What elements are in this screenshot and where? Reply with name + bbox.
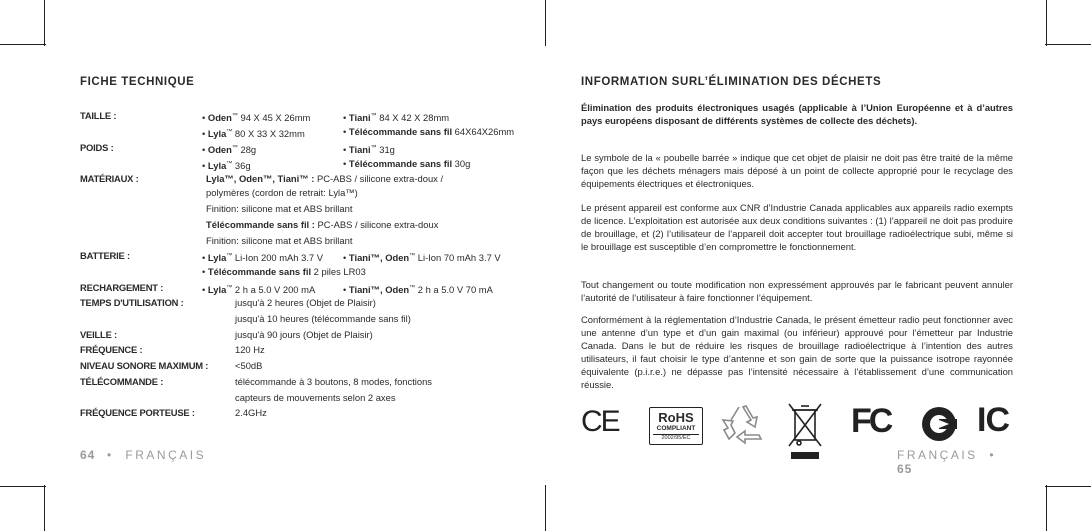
spec-value: capteurs de mouvements selon 2 axes bbox=[235, 392, 396, 403]
spec-value: • Tiani™, Oden™ 2 h a 5.0 V 70 mA bbox=[343, 284, 493, 296]
crop-mark bbox=[1046, 0, 1047, 46]
spec-value: • Télécommande sans fil 64X64X26mm bbox=[343, 126, 515, 137]
crop-mark bbox=[44, 485, 45, 531]
materials-line: polymères (cordon de retrait: Lyla™) bbox=[206, 187, 358, 198]
materials-line: Finition: silicone mat et ABS brillant bbox=[206, 235, 353, 246]
spec-value: • Télécommande sans fil 30g bbox=[343, 158, 471, 169]
recycle-icon bbox=[721, 403, 765, 445]
spec-label: FRÉQUENCE PORTEUSE : bbox=[80, 407, 195, 418]
spec-label: TAILLE : bbox=[80, 110, 117, 121]
rohs-compliant: COMPLIANT bbox=[656, 425, 696, 432]
spec-value: • Télécommande sans fil 2 piles LR03 bbox=[202, 266, 366, 277]
disposal-title: INFORMATION SURL’ÉLIMINATION DES DÉCHETS bbox=[581, 76, 882, 88]
spec-label: VEILLE : bbox=[80, 329, 117, 340]
spec-value: jusqu'à 2 heures (Objet de Plaisir) bbox=[235, 297, 376, 308]
spec-value: jusqu'à 90 jours (Objet de Plaisir) bbox=[235, 329, 373, 340]
crop-mark bbox=[1045, 44, 1091, 45]
disposal-paragraph: Le symbole de la « poubelle barrée » indique que cet objet de plaisir ne doit pas être traité de la même façon que les déchets ménagers mais déposé à un point de collecte approprié pour le recyclage des équipements électriques et électroniques. bbox=[581, 152, 1013, 189]
footer-separator: • bbox=[989, 448, 997, 462]
spec-label: BATTERIE : bbox=[80, 250, 130, 261]
spec-value: jusqu'à 10 heures (télécommande sans fil) bbox=[235, 313, 411, 324]
spec-value: • Oden™ 94 X 45 X 26mm bbox=[202, 112, 311, 124]
antenna-paragraph: Conformément à la réglementation d’Industrie Canada, le présent émetteur radio peut fonctionner avec une antenne d’un type et d’un gain maximal (ou inférieur) approuvé pour l’émetteur par Industrie Canada. Dans le but de réduire les risques de brouillage radioélectrique à l’intention des autres utilisateurs, il faut choisir le type d’antenne et son gain de sorte que la puissance isotrope rayonnée équivalente (p.i.r.e.) ne dépasse pas l’intensité nécessaire à l’établissement d’une communication réussie. bbox=[581, 314, 1013, 390]
spec-value: 2.4GHz bbox=[235, 407, 267, 418]
footer-language: FRANÇAIS bbox=[897, 448, 978, 462]
crossed-bin-icon bbox=[785, 402, 825, 460]
modification-paragraph: Tout changement ou toute modification non expressément approuvés par le fabricant peuvent annuler l’autorité de l’utilisateur à faire fonctionner l’équipement. bbox=[581, 279, 1013, 303]
footer-language: FRANÇAIS bbox=[125, 448, 207, 462]
crop-mark bbox=[1046, 485, 1047, 531]
page-number: 65 bbox=[897, 462, 913, 476]
spec-value: <50dB bbox=[235, 360, 263, 371]
certification-c-icon bbox=[921, 406, 957, 442]
spec-value: • Oden™ 28g bbox=[202, 144, 257, 156]
page-footer-left bbox=[80, 448, 206, 462]
spec-value: • Lyla™ Li-Ion 200 mAh 3.7 V bbox=[202, 252, 324, 264]
spec-value: • Tiani™ 31g bbox=[343, 144, 395, 156]
crop-mark bbox=[0, 486, 46, 487]
rohs-title: RoHS bbox=[658, 410, 694, 425]
crop-mark bbox=[44, 0, 45, 46]
crop-mark bbox=[0, 44, 46, 45]
industry-canada-logo: IC bbox=[977, 401, 1009, 439]
spec-label: TEMPS D'UTILISATION : bbox=[80, 297, 184, 308]
page-footer-right bbox=[897, 448, 1013, 476]
fcc-logo: FC bbox=[851, 402, 891, 440]
spec-value: • Tiani™ 84 X 42 X 28mm bbox=[343, 112, 450, 124]
spec-label: POIDS : bbox=[80, 142, 114, 153]
crop-mark bbox=[1045, 486, 1091, 487]
spec-value: • Lyla™ 80 X 33 X 32mm bbox=[202, 128, 305, 140]
spec-label: TÉLÉCOMMANDE : bbox=[80, 376, 164, 387]
spec-label: MATÉRIAUX : bbox=[80, 173, 139, 184]
spec-label: FRÉQUENCE : bbox=[80, 344, 143, 355]
industry-canada-paragraph: Le présent appareil est conforme aux CNR d’Industrie Canada applicables aux appareils radio exempts de licence. L’exploitation est autorisée aux deux conditions suivantes : (1) l’appareil ne doit pas produire de brouillage, et (2) l’utilisateur de l’appareil doit accepter tout brouillage radioélectrique subi, même si le brouillage est susceptible d’en compromettre le fonctionnement. bbox=[581, 202, 1013, 252]
crop-mark bbox=[545, 485, 546, 531]
materials-line: Lyla™, Oden™, Tiani™ : PC-ABS / silicone extra-doux / bbox=[206, 173, 444, 184]
spec-title: FICHE TECHNIQUE bbox=[80, 76, 195, 88]
crop-mark bbox=[545, 0, 546, 46]
page-number: 64 bbox=[80, 448, 96, 462]
spec-value: • Lyla™ 2 h a 5.0 V 200 mA bbox=[202, 284, 316, 296]
spec-value: 120 Hz bbox=[235, 344, 265, 355]
spec-value: • Tiani™, Oden™ Li-Ion 70 mAh 3.7 V bbox=[343, 252, 501, 264]
ce-logo: CE bbox=[581, 405, 619, 438]
footer-separator: • bbox=[107, 448, 114, 462]
spec-label: NIVEAU SONORE MAXIMUM : bbox=[80, 360, 209, 371]
materials-line: Finition: silicone mat et ABS brillant bbox=[206, 203, 353, 214]
rohs-logo bbox=[649, 407, 703, 445]
spec-label: RECHARGEMENT : bbox=[80, 282, 164, 293]
spec-value: • Lyla™ 36g bbox=[202, 160, 251, 172]
disposal-intro: Élimination des produits électroniques usagés (applicable à l’Union Européenne et à d’autres pays européens disposant de différents systèmes de collecte des déchets). bbox=[581, 102, 1013, 126]
rohs-code: 2002/95/EC bbox=[653, 434, 699, 442]
materials-line: Télécommande sans fil : PC-ABS / silicone extra-doux bbox=[206, 219, 439, 230]
spec-value: télécommande à 3 boutons, 8 modes, fonctions bbox=[235, 376, 432, 387]
